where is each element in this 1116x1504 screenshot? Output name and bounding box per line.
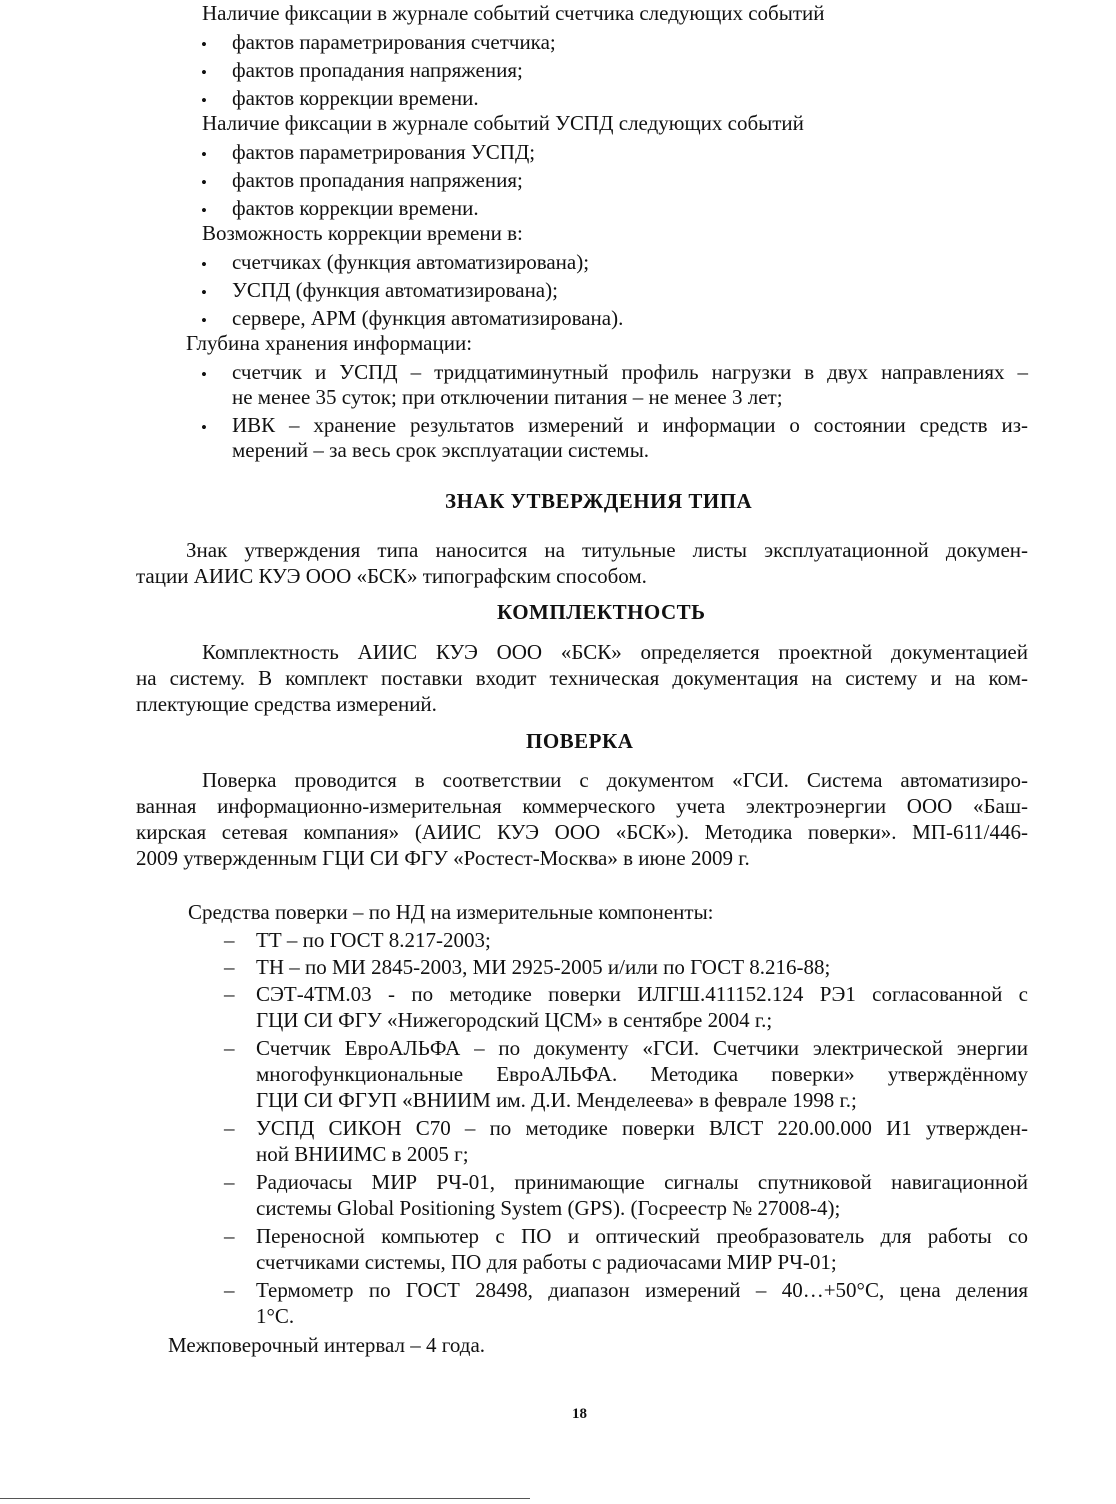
paragraph-line: Знак утверждения типа наносится на титульные листы эксплуатационной докумен- <box>186 538 1028 562</box>
paragraph-line: кирская сетевая компания» (АИИС КУЭ ООО «БСК»). Методика поверки». МП-611/446- <box>136 820 1028 844</box>
bullet: • <box>201 311 207 330</box>
section-heading: ПОВЕРКА <box>526 729 634 753</box>
dash-item: СЭТ-4ТМ.03 - по методике поверки ИЛГШ.411152.124 РЭ1 согласованной с <box>256 982 1028 1006</box>
bullet: • <box>201 35 207 54</box>
bottom-rule <box>0 1498 530 1499</box>
paragraph-line: Комплектность АИИС КУЭ ООО «БСК» определяется проектной документацией <box>202 640 1028 664</box>
bullet: • <box>201 418 207 437</box>
dash-item: ТН – по МИ 2845-2003, МИ 2925-2005 и/или по ГОСТ 8.216-88; <box>256 955 831 979</box>
list-item: счетчиках (функция автоматизирована); <box>232 250 590 274</box>
dash: – <box>224 955 235 979</box>
storage-item-line: счетчик и УСПД – тридцатиминутный профиль нагрузки в двух направлениях – <box>232 360 1028 384</box>
bullet: • <box>201 283 207 302</box>
list-item: фактов пропадания напряжения; <box>232 168 523 192</box>
dash: – <box>224 1224 235 1248</box>
list-item: фактов коррекции времени. <box>232 86 479 110</box>
dash-item: УСПД СИКОН С70 – по методике поверки ВЛСТ 220.00.000 И1 утвержден- <box>256 1116 1028 1140</box>
bullet: • <box>201 201 207 220</box>
dash-item: многофункциональные ЕвроАЛЬФА. Методика поверки» утверждённому <box>256 1062 1028 1086</box>
storage-item-line: мерений – за весь срок эксплуатации системы. <box>232 438 650 462</box>
uspd-events-title: Наличие фиксации в журнале событий УСПД следующих событий <box>202 111 804 135</box>
dash-item: Термометр по ГОСТ 28498, диапазон измерений – 40…+50°С, цена деления <box>256 1278 1028 1302</box>
paragraph-line: ванная информационно-измерительная коммерческого учета электроэнергии ООО «Баш- <box>136 794 1028 818</box>
dash-item: Счетчик ЕвроАЛЬФА – по документу «ГСИ. Счетчики электрической энергии <box>256 1036 1028 1060</box>
bullet: • <box>201 63 207 82</box>
paragraph-line: плектующие средства измерений. <box>136 692 437 716</box>
dash: – <box>224 1036 235 1060</box>
paragraph-line: 2009 утвержденным ГЦИ СИ ФГУ «Ростест-Москва» в июне 2009 г. <box>136 846 750 870</box>
dash-item: счетчиками системы, ПО для работы с радиочасами МИР РЧ-01; <box>256 1250 837 1274</box>
storage-item-line: ИВК – хранение результатов измерений и информации о состоянии средств из- <box>232 413 1028 437</box>
dash: – <box>224 982 235 1006</box>
bullet: • <box>201 365 207 384</box>
paragraph-line: тации АИИС КУЭ ООО «БСК» типографским способом. <box>136 564 647 588</box>
bullet: • <box>201 145 207 164</box>
dash: – <box>224 1170 235 1194</box>
paragraph-line: Поверка проводится в соответствии с документом «ГСИ. Система автоматизиро- <box>202 768 1028 792</box>
list-item: фактов параметрирования УСПД; <box>232 140 536 164</box>
section-heading: ЗНАК УТВЕРЖДЕНИЯ ТИПА <box>445 489 753 513</box>
verification-means-title: Средства поверки – по НД на измерительные компоненты: <box>188 900 714 924</box>
list-item: сервере, АРМ (функция автоматизирована). <box>232 306 624 330</box>
storage-item-line: не менее 35 суток; при отключении питания – не менее 3 лет; <box>232 385 783 409</box>
list-item: УСПД (функция автоматизирована); <box>232 278 558 302</box>
time-correction-title: Возможность коррекции времени в: <box>202 221 523 245</box>
dash-item: ной ВНИИМС в 2005 г; <box>256 1142 469 1166</box>
list-item: фактов параметрирования счетчика; <box>232 30 556 54</box>
section-heading: КОМПЛЕКТНОСТЬ <box>497 600 706 624</box>
dash-item: Переносной компьютер с ПО и оптический преобразователь для работы со <box>256 1224 1028 1248</box>
dash-item: ТТ – по ГОСТ 8.217-2003; <box>256 928 491 952</box>
meter-events-title: Наличие фиксации в журнале событий счетчика следующих событий <box>202 1 825 25</box>
dash: – <box>224 1278 235 1302</box>
dash-item: ГЦИ СИ ФГУП «ВНИИМ им. Д.И. Менделеева» в феврале 1998 г.; <box>256 1088 857 1112</box>
page-number: 18 <box>572 1406 587 1422</box>
paragraph-line: на систему. В комплект поставки входит техническая документация на систему и на ком- <box>136 666 1028 690</box>
dash-item: ГЦИ СИ ФГУ «Нижегородский ЦСМ» в сентябре 2004 г.; <box>256 1008 773 1032</box>
storage-title: Глубина хранения информации: <box>186 331 473 355</box>
dash-item: 1°С. <box>256 1304 295 1328</box>
dash: – <box>224 1116 235 1140</box>
dash: – <box>224 928 235 952</box>
bullet: • <box>201 173 207 192</box>
list-item: фактов пропадания напряжения; <box>232 58 523 82</box>
bullet: • <box>201 255 207 274</box>
dash-item: Радиочасы МИР РЧ-01, принимающие сигналы спутниковой навигационной <box>256 1170 1028 1194</box>
dash-item: системы Global Positioning System (GPS). (Госреестр № 27008-4); <box>256 1196 841 1220</box>
bullet: • <box>201 91 207 110</box>
verification-interval: Межповерочный интервал – 4 года. <box>168 1333 486 1357</box>
list-item: фактов коррекции времени. <box>232 196 479 220</box>
